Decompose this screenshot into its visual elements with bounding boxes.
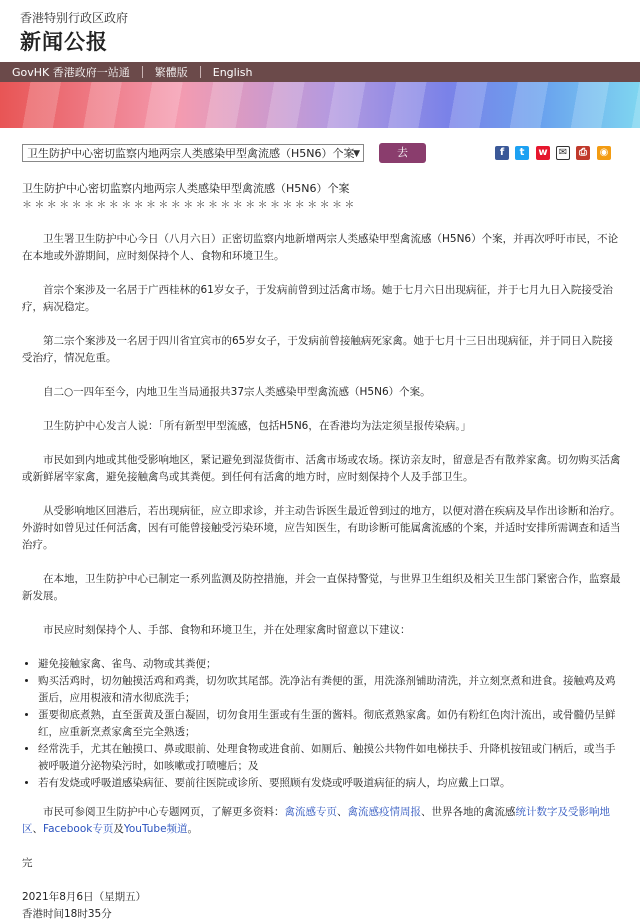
article-body	[22, 180, 622, 923]
weibo-icon[interactable]: w	[536, 146, 550, 160]
list-item: • 购买活鸡时，切勿触摸活鸡和鸡粪，切勿吹其尾部。洗净沾有粪便的蛋，用洗涤剂铺助清洗，并立刻烹煮和进食。接触鸡及鸡蛋后，应用梘液和清水彻底洗手；	[38, 673, 622, 707]
reference-text: 、	[32, 823, 43, 835]
end-mark: 完	[22, 857, 33, 869]
article-headline: 卫生防护中心密切监察内地两宗人类感染甲型禽流感（H5N6）个案	[22, 182, 350, 195]
reference-text: 。	[187, 823, 199, 835]
list-item: • 蛋要彻底煮熟，直至蛋黄及蛋白凝固，切勿食用生蛋或有生蛋的酱料。彻底煮熟家禽。如仍有粉红色肉汁流出，或骨髓仍呈鲜红，应重新烹煮家禽至完全熟透；	[38, 707, 622, 741]
article-paragraph: 卫生署卫生防护中心今日（八月六日）正密切监察内地新增两宗人类感染甲型禽流感（H5N6）个案，并再次呼吁市民，不论在本地或外游期间，应时刻保持个人、食物和环境卫生。	[22, 233, 619, 262]
press-release-select[interactable]	[22, 144, 364, 162]
email-icon[interactable]: ✉	[556, 146, 570, 160]
avian-flu-page-link[interactable]: 禽流感专页	[284, 806, 337, 818]
go-button[interactable]: 去	[379, 143, 426, 163]
youtube-channel-link[interactable]: YouTube频道	[123, 823, 188, 835]
reference-text: 、	[337, 806, 348, 818]
page-title: 新闻公报	[20, 30, 108, 54]
traditional-chinese-link[interactable]: 繁體版	[154, 66, 188, 79]
list-item: • 若有发烧或呼吸道感染病征、要前往医院或诊所、要照顾有发烧或呼吸道病征的病人，均应戴上口罩。	[38, 775, 622, 792]
avian-flu-weekly-report-link[interactable]: 禽流感疫情周报	[347, 806, 421, 818]
article-paragraph: 第二宗个案涉及一名居于四川省宜宾市的65岁女子，于发病前曾接触病死家禽。她于七月十三日出现病征，并于同日入院接受治疗，情况危重。	[22, 335, 613, 364]
article-paragraph: 首宗个案涉及一名居于广西桂林的61岁女子，于发病前曾到过活禽市场。她于七月六日出现病征，并于七月九日入院接受治疗，病况稳定。	[22, 284, 613, 313]
government-name: 香港特别行政区政府	[20, 11, 129, 25]
reference-text: 、世界各地的禽流感	[421, 806, 516, 818]
chevron-down-icon: ▼	[353, 149, 360, 159]
article-paragraph: 从受影响地区回港后，若出现病征，应立即求诊，并主动告诉医生最近曾到过的地方，以便对潜在疾病及早作出诊断和治疗。外游时如曾见过任何活禽，因有可能曾接触受污染环境，应告知医生，有助诊断可能属禽流感的个案，并适时安排所需调查和适当治疗。	[22, 505, 621, 551]
select-value: 卫生防护中心密切监察内地两宗人类感染甲型禽流感（H5N6）个案	[27, 147, 355, 160]
page-header	[0, 0, 640, 62]
decorative-banner	[0, 82, 640, 128]
top-navigation-bar	[0, 62, 640, 82]
list-item: • 避免接触家禽、雀鸟、动物或其粪便；	[38, 656, 622, 673]
article-paragraph: 自二○一四年至今，内地卫生当局通报共37宗人类感染甲型禽流感（H5N6）个案。	[43, 386, 431, 398]
article-paragraph: 市民如到内地或其他受影响地区，紧记避免到湿货街市、活禽市场或农场。探访亲友时，留意是否有散养家禽。切勿购买活禽或新鲜屠宰家禽，避免接触禽鸟或其粪便。到任何有活禽的地方时，应时刻保持个人及手部卫生。	[22, 454, 621, 483]
headline-separator: ＊＊＊＊＊＊＊＊＊＊＊＊＊＊＊＊＊＊＊＊＊＊＊＊＊＊＊	[22, 200, 357, 211]
article-paragraph: 卫生防护中心发言人说：「所有新型甲型流感，包括H5N6，在香港均为法定须呈报传染病。」	[43, 420, 472, 432]
release-time: 香港时间18时35分	[22, 908, 112, 920]
article-paragraph: 在本地，卫生防护中心已制定一系列监测及防控措施，并会一直保持警觉，与世界卫生组织及相关卫生部门紧密合作，监察最新发展。	[22, 573, 621, 602]
article-paragraph: 市民应时刻保持个人、手部、食物和环境卫生，并在处理家禽时留意以下建议：	[43, 624, 411, 636]
nav-divider	[142, 66, 143, 78]
nav-divider	[200, 66, 201, 78]
twitter-icon[interactable]: t	[515, 146, 529, 160]
release-date: 2021年8月6日（星期五）	[22, 891, 147, 903]
english-link[interactable]: English	[212, 65, 253, 79]
facebook-page-link[interactable]: Facebook专页	[43, 823, 114, 835]
statistics-link[interactable]: 统计数字及受影响地区	[22, 806, 610, 835]
facebook-icon[interactable]: f	[495, 146, 509, 160]
article-paragraph	[22, 804, 622, 838]
rss-icon[interactable]: ◉	[597, 146, 611, 160]
govhk-link[interactable]: GovHK 香港政府一站通	[12, 66, 130, 79]
advice-list	[22, 656, 622, 792]
list-item: • 经常洗手，尤其在触摸口、鼻或眼前、处理食物或进食前、如厕后、触摸公共物件如电梯扶手、升降机按钮或门柄后，或当手被呼吸道分泌物染污时，如咳嗽或打喷嚏后；及	[38, 741, 622, 775]
reference-text: 市民可参阅卫生防护中心专题网页，了解更多资料：	[43, 806, 285, 818]
reference-text: 及	[113, 823, 124, 835]
print-icon[interactable]: ⎙	[576, 146, 590, 160]
